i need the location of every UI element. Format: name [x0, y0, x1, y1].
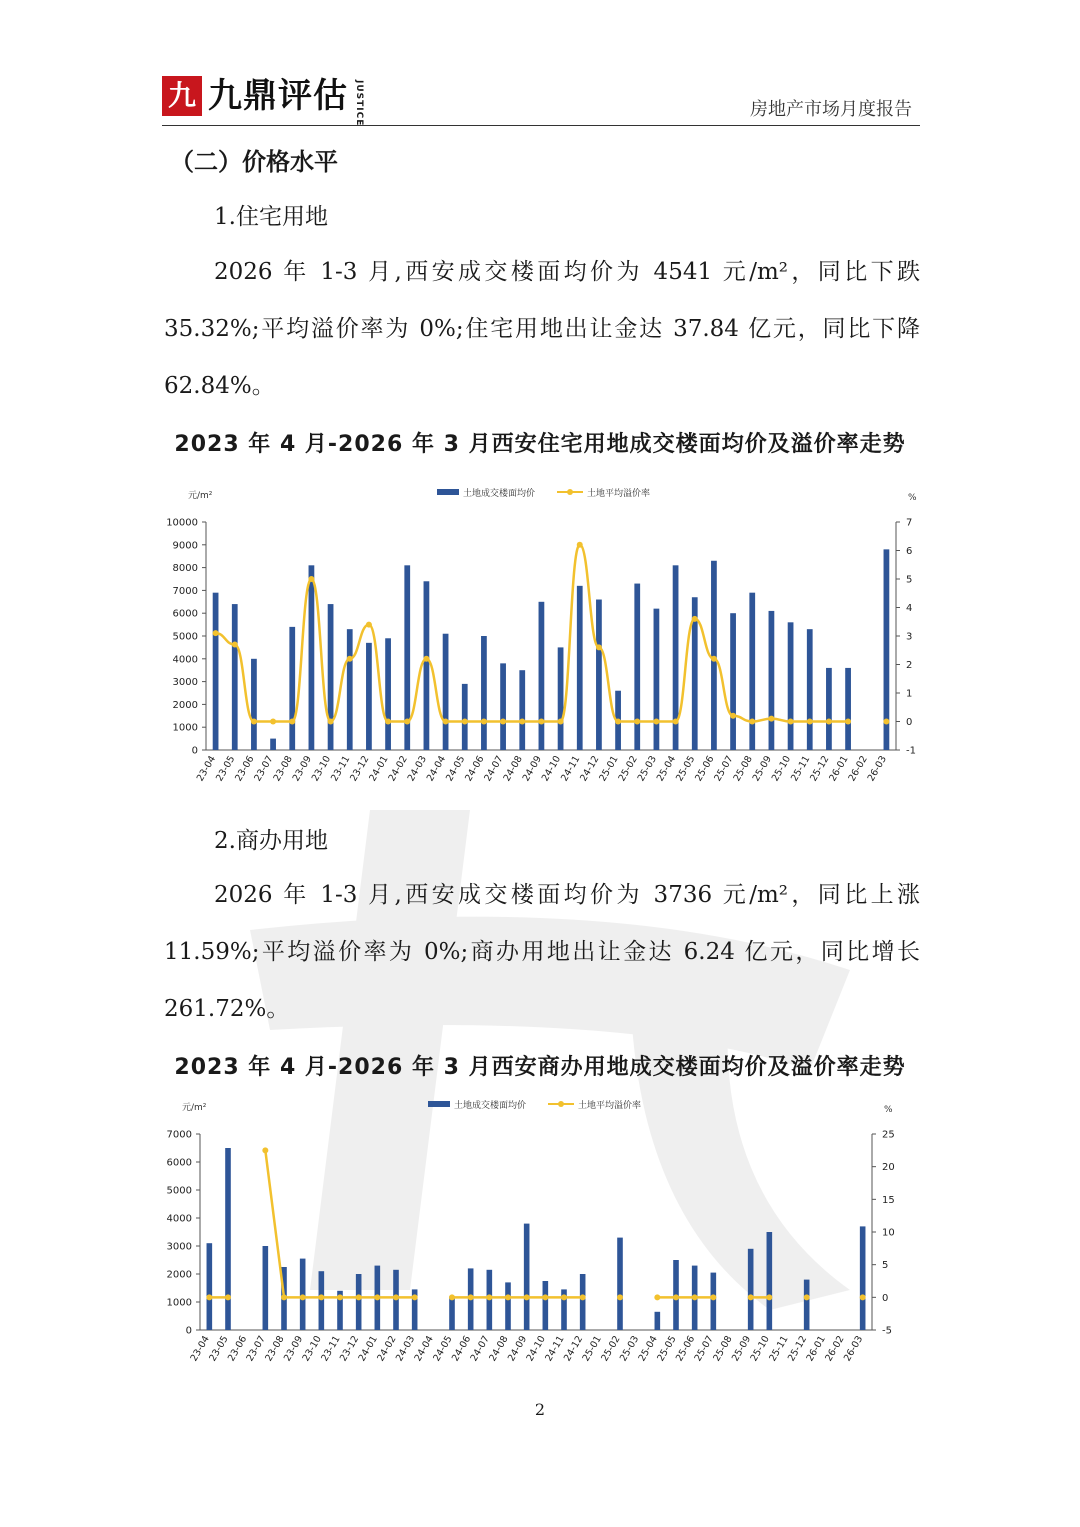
price-bar	[539, 602, 545, 750]
x-tick-label: 25-03	[635, 754, 660, 784]
premium-point	[486, 1294, 492, 1300]
y2-tick-label: 0	[906, 717, 913, 728]
x-tick-label: 26-01	[804, 1334, 828, 1364]
commercial-heading: 2.商办用地	[214, 828, 328, 854]
price-bar	[449, 1296, 455, 1330]
y2-tick-label: 7	[906, 517, 913, 529]
x-tick-label: 24-02	[386, 754, 410, 784]
premium-point	[505, 1294, 511, 1300]
y2-tick-label: 5	[906, 574, 913, 586]
y-tick-label: 6000	[166, 1157, 192, 1169]
x-tick-label: 25-12	[808, 754, 832, 784]
premium-point	[542, 1294, 548, 1300]
premium-point	[251, 719, 257, 725]
x-tick-label: 24-12	[578, 754, 602, 784]
price-bar	[524, 1224, 530, 1330]
legend-bar-swatch	[437, 489, 459, 495]
premium-point	[673, 1294, 679, 1300]
x-tick-label: 25-07	[692, 1334, 716, 1364]
x-tick-label: 23-06	[233, 754, 257, 784]
premium-point	[580, 1294, 586, 1300]
y-axis-unit: 元/m²	[188, 491, 213, 501]
premium-point	[558, 719, 564, 725]
y2-tick-label: 1	[906, 688, 913, 700]
premium-point	[393, 1294, 399, 1300]
premium-point	[443, 719, 449, 725]
premium-point	[615, 719, 621, 725]
x-tick-label: 25-05	[655, 1334, 679, 1364]
premium-point	[318, 1294, 324, 1300]
premium-point	[468, 1294, 474, 1300]
x-tick-label: 25-01	[597, 754, 621, 784]
price-bar	[232, 604, 238, 750]
premium-point	[538, 719, 544, 725]
x-tick-label: 24-02	[375, 1334, 399, 1364]
x-tick-label: 23-07	[244, 1334, 268, 1364]
price-bar	[424, 581, 430, 750]
y-tick-label: 7000	[166, 1129, 192, 1141]
premium-point	[449, 1294, 455, 1300]
x-tick-label: 24-06	[449, 1334, 474, 1364]
price-bar	[748, 1249, 754, 1330]
price-bar	[580, 1274, 586, 1330]
premium-point	[654, 1294, 660, 1300]
x-tick-label: 25-09	[750, 754, 775, 784]
premium-point	[768, 716, 774, 722]
x-tick-label: 23-04	[194, 754, 219, 784]
premium-point	[766, 1294, 772, 1300]
premium-point	[692, 616, 698, 622]
x-tick-label: 24-04	[412, 1334, 436, 1364]
x-tick-label: 24-01	[356, 1334, 380, 1364]
residential-paragraph: 2026 年 1-3 月,西安成交楼面均价为 4541 元/m²，同比下跌 35.32%;平均溢价率为 0%;住宅用地出让金达 37.84 亿元，同比下降 62.84%。	[164, 259, 920, 399]
x-tick-label: 24-08	[487, 1334, 511, 1364]
residential-chart-title: 2023 年 4 月-2026 年 3 月西安住宅用地成交楼面均价及溢价率走势	[174, 432, 906, 457]
price-bar	[749, 593, 755, 750]
x-tick-label: 23-07	[252, 754, 276, 784]
premium-point	[804, 1294, 810, 1300]
x-tick-label: 23-09	[281, 1334, 306, 1364]
x-tick-label: 25-05	[674, 754, 698, 784]
x-tick-label: 25-12	[785, 1334, 810, 1364]
price-bar	[577, 586, 583, 750]
premium-point	[577, 542, 583, 548]
premium-point	[213, 630, 219, 636]
premium-point	[308, 576, 314, 582]
y2-tick-label: 2	[906, 660, 913, 671]
y2-tick-label: 6	[906, 546, 913, 557]
x-tick-label: 25-04	[636, 1334, 660, 1364]
premium-point	[748, 1294, 754, 1300]
x-tick-label: 23-10	[300, 1334, 324, 1364]
price-bar	[730, 613, 736, 750]
x-tick-label: 25-03	[617, 1334, 642, 1364]
premium-point	[347, 656, 353, 662]
commercial-chart-title: 2023 年 4 月-2026 年 3 月西安商办用地成交楼面均价及溢价率走势	[174, 1055, 906, 1080]
legend-line-label: 土地平均溢价率	[587, 489, 651, 499]
price-bar	[617, 1238, 623, 1330]
y2-tick-label: 4	[906, 603, 913, 614]
price-bar	[845, 668, 851, 750]
price-bar	[263, 1246, 269, 1330]
y-tick-label: 0	[191, 745, 198, 757]
section-title: （二）价格水平	[170, 148, 338, 176]
premium-point	[634, 719, 640, 725]
logo-text: 九鼎评估	[208, 76, 348, 116]
x-tick-label: 24-01	[367, 754, 391, 784]
price-bar	[596, 600, 602, 750]
price-bar	[860, 1226, 866, 1330]
price-bar	[826, 668, 832, 750]
premium-point	[596, 644, 602, 650]
premium-point	[519, 719, 525, 725]
premium-point	[481, 719, 487, 725]
x-tick-label: 23-05	[214, 754, 238, 784]
premium-point	[366, 622, 372, 628]
legend-bar-label: 土地成交楼面均价	[454, 1101, 527, 1111]
legend-line-label: 土地平均溢价率	[578, 1101, 642, 1111]
premium-point	[653, 719, 659, 725]
y-tick-label: 4000	[166, 1213, 192, 1225]
premium-point	[462, 719, 468, 725]
premium-point	[423, 656, 429, 662]
x-tick-label: 24-11	[559, 754, 583, 784]
price-bar	[807, 629, 813, 750]
premium-point	[500, 719, 506, 725]
legend-line-marker	[567, 489, 573, 495]
premium-point	[404, 719, 410, 725]
x-tick-label: 24-10	[524, 1334, 548, 1364]
x-tick-label: 25-06	[673, 1334, 698, 1364]
y2-axis-unit: %	[908, 493, 917, 503]
premium-point	[270, 719, 276, 725]
premium-point	[711, 656, 717, 662]
legend-bar-swatch	[428, 1101, 450, 1107]
residential-heading: 1.住宅用地	[214, 204, 328, 230]
commercial-paragraph: 2026 年 1-3 月,西安成交楼面均价为 3736 元/m²，同比上涨 11.59%;平均溢价率为 0%;商办用地出让金达 6.24 亿元，同比增长 261.72%。	[164, 882, 920, 1022]
premium-point	[281, 1294, 287, 1300]
x-tick-label: 25-04	[654, 754, 679, 784]
price-bar	[347, 629, 353, 750]
commercial-chart	[160, 1098, 920, 1388]
price-bar	[251, 659, 257, 750]
price-bar	[505, 1282, 511, 1330]
price-bar	[769, 611, 775, 750]
premium-point	[337, 1294, 343, 1300]
premium-point	[374, 1294, 380, 1300]
x-tick-label: 24-09	[505, 1334, 530, 1364]
price-bar	[356, 1274, 362, 1330]
premium-point	[385, 719, 391, 725]
x-tick-label: 25-10	[769, 754, 794, 784]
premium-point	[730, 713, 736, 719]
report-name: 房地产市场月度报告	[750, 99, 912, 120]
x-tick-label: 24-07	[482, 754, 506, 784]
y-tick-label: 2000	[172, 699, 198, 711]
premium-point	[524, 1294, 530, 1300]
price-bar	[519, 670, 525, 750]
price-bar	[385, 638, 391, 750]
x-tick-label: 24-03	[393, 1334, 418, 1364]
y-tick-label: 5000	[172, 631, 198, 643]
y-tick-label: 5000	[166, 1185, 192, 1197]
x-tick-label: 23-05	[207, 1334, 231, 1364]
x-tick-label: 23-12	[348, 754, 372, 784]
x-tick-label: 24-10	[539, 754, 564, 784]
y-tick-label: 0	[185, 1325, 192, 1337]
y-tick-label: 3000	[166, 1241, 192, 1253]
price-bar	[804, 1280, 810, 1330]
price-bar	[788, 622, 794, 750]
premium-point	[300, 1294, 306, 1300]
premium-point	[289, 719, 295, 725]
y-tick-label: 1000	[172, 722, 198, 734]
logo-icon: 九	[162, 76, 202, 116]
y-tick-label: 4000	[172, 654, 198, 666]
y-axis-unit: 元/m²	[182, 1103, 207, 1113]
premium-point	[412, 1294, 418, 1300]
premium-point	[826, 719, 832, 725]
y-tick-label: 8000	[172, 563, 198, 575]
x-tick-label: 25-10	[748, 1334, 772, 1364]
x-tick-label: 25-11	[767, 1334, 791, 1364]
x-tick-label: 24-09	[520, 754, 545, 784]
x-tick-label: 26-03	[841, 1334, 866, 1364]
x-tick-label: 23-10	[309, 754, 334, 784]
x-tick-label: 26-02	[846, 754, 870, 784]
x-tick-label: 24-05	[444, 754, 468, 784]
x-tick-label: 25-09	[729, 1334, 754, 1364]
x-tick-label: 24-03	[405, 754, 430, 784]
price-bar	[558, 647, 564, 750]
y2-tick-label: 0	[882, 1292, 889, 1304]
premium-point	[692, 1294, 698, 1300]
price-bar	[462, 684, 468, 750]
x-tick-label: 26-01	[827, 754, 851, 784]
x-tick-label: 23-08	[271, 754, 295, 784]
x-tick-label: 23-12	[337, 1334, 362, 1364]
price-bar	[634, 584, 640, 750]
price-bar	[481, 636, 487, 750]
y2-tick-label: 20	[882, 1162, 895, 1174]
price-bar	[225, 1148, 231, 1330]
y2-tick-label: 5	[882, 1260, 889, 1272]
x-tick-label: 25-07	[712, 754, 736, 784]
legend-line-marker	[558, 1101, 564, 1107]
premium-point	[262, 1147, 268, 1153]
y-tick-label: 2000	[166, 1269, 192, 1281]
price-bar	[655, 1312, 661, 1330]
x-tick-label: 23-11	[319, 1334, 343, 1364]
price-bar	[309, 565, 315, 750]
premium-point	[225, 1294, 231, 1300]
logo-english: JUSTICE	[354, 80, 364, 127]
price-bar	[654, 609, 660, 750]
x-tick-label: 24-06	[463, 754, 487, 784]
premium-point	[673, 719, 679, 725]
x-tick-label: 26-03	[865, 754, 890, 784]
y2-axis-unit: %	[884, 1105, 893, 1115]
price-bar	[711, 1273, 717, 1330]
premium-point	[883, 719, 889, 725]
price-bar	[500, 663, 506, 750]
price-bar	[289, 627, 295, 750]
premium-point	[232, 642, 238, 648]
x-tick-label: 23-11	[329, 754, 353, 784]
y2-tick-label: 15	[882, 1194, 895, 1206]
x-tick-label: 25-08	[731, 754, 755, 784]
x-tick-label: 24-07	[468, 1334, 492, 1364]
premium-point	[328, 719, 334, 725]
y-tick-label: 6000	[172, 608, 198, 620]
price-bar	[443, 634, 449, 750]
premium-point	[206, 1294, 212, 1300]
x-tick-label: 25-08	[711, 1334, 735, 1364]
premium-point	[561, 1294, 567, 1300]
y2-tick-label: -1	[906, 745, 916, 757]
x-tick-label: 25-02	[599, 1334, 623, 1364]
premium-line	[265, 1150, 414, 1297]
price-bar	[213, 593, 219, 750]
x-tick-label: 25-06	[693, 754, 717, 784]
premium-point	[845, 719, 851, 725]
x-tick-label: 25-01	[580, 1334, 604, 1364]
y2-tick-label: 25	[882, 1129, 895, 1141]
x-tick-label: 23-09	[290, 754, 315, 784]
x-tick-label: 24-08	[501, 754, 525, 784]
x-tick-label: 25-11	[789, 754, 813, 784]
price-bar	[328, 604, 334, 750]
premium-point	[788, 719, 794, 725]
premium-point	[617, 1294, 623, 1300]
y-tick-label: 10000	[166, 517, 198, 529]
x-tick-label: 24-11	[543, 1334, 567, 1364]
y2-tick-label: 10	[882, 1227, 895, 1239]
legend-bar-label: 土地成交楼面均价	[463, 489, 536, 499]
price-bar	[366, 643, 372, 750]
x-tick-label: 25-02	[616, 754, 640, 784]
residential-chart	[160, 480, 920, 800]
y-tick-label: 7000	[172, 585, 198, 597]
price-bar	[207, 1243, 213, 1330]
premium-point	[807, 719, 813, 725]
premium-point	[860, 1294, 866, 1300]
price-bar	[543, 1281, 549, 1330]
price-bar	[300, 1259, 306, 1330]
price-bar	[319, 1271, 325, 1330]
price-bar	[270, 739, 276, 750]
y-tick-label: 9000	[172, 540, 198, 552]
x-tick-label: 23-04	[188, 1334, 212, 1364]
y2-tick-label: -5	[882, 1325, 892, 1337]
x-tick-label: 23-06	[225, 1334, 250, 1364]
x-tick-label: 23-08	[263, 1334, 287, 1364]
premium-point	[356, 1294, 362, 1300]
y-tick-label: 3000	[172, 677, 198, 689]
y2-tick-label: 3	[906, 631, 913, 643]
premium-point	[710, 1294, 716, 1300]
price-bar	[711, 561, 717, 750]
y-tick-label: 1000	[166, 1297, 192, 1309]
x-tick-label: 24-12	[561, 1334, 586, 1364]
price-bar	[767, 1232, 773, 1330]
page-number: 2	[534, 1400, 546, 1419]
x-tick-label: 24-05	[431, 1334, 455, 1364]
premium-point	[749, 719, 755, 725]
x-tick-label: 26-02	[823, 1334, 847, 1364]
x-tick-label: 24-04	[424, 754, 449, 784]
page-header	[162, 72, 920, 126]
